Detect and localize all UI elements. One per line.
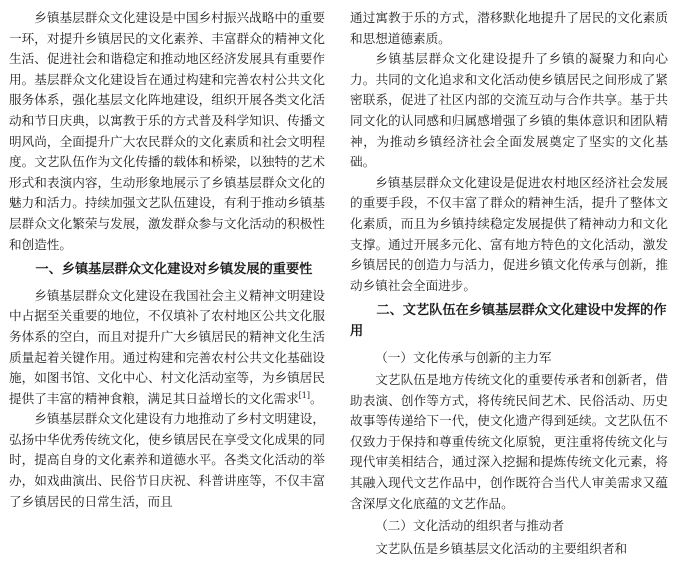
section-1-paragraph-3: 乡镇基层群众文化建设提升了乡镇的凝聚力和向心力。共同的文化追求和文化活动使乡镇居民之间形成了紧密联系，促进了社区内部的交流互动与合作共享。基于共同文化的认同感和归属感增强了乡镇的集体意识和团队精神，为推动乡镇经济社会全面发展奠定了坚实的文化基础。 [350,51,668,170]
right-column [350,8,668,559]
citation-1: [1] [298,390,310,400]
section-1-paragraph-1-end: 。 [310,390,323,406]
subsection-2-heading: （二）文化活动的组织者与推动者 [375,518,565,534]
section-2-heading: 二、文艺队伍在乡镇基层群众文化建设中发挥的作用 [350,303,667,339]
subsection-1-paragraph: 文艺队伍是地方传统文化的重要传承者和创新者，借助表演、创作等方式，将传统民间艺术、民俗活动、历史故事等传递给下一代，使文化遗产得到延续。文艺队伍不仅致力于保持和尊重传统文化原貌，更注重将传统文化与现代审美相结合，通过深入挖掘和提炼传统文化元素，将其融入现代文艺作品中，创作既符合当代人审美需求又蕴含深厚文化底蕴的文艺作品。 [350,372,668,511]
intro-paragraph: 乡镇基层群众文化建设是中国乡村振兴战略中的重要一环，对提升乡镇居民的文化素养、丰富群众的精神文化生活、促进社会和谐稳定和推动地区经济发展具有重要作用。基层群众文化建设旨在通过构建和完善农村公共文化服务体系，强化基层文化阵地建设，组织开展各类文化活动和节日庆典，以寓教于乐的方式普及科学知识、传播文明风尚，全面提升广大农民群众的文化素质和社会文明程度。文艺队伍作为文化传播的载体和桥梁，以独特的艺术形式和表演内容，生动形象地展示了乡镇基层群众文化的魅力和活力。持续加强文艺队伍建设，有利于推动乡镇基层群众文化繁荣与发展，激发群众参与文化活动的积极性和创造性。 [9,10,325,252]
section-1-heading: 一、乡镇基层群众文化建设对乡镇发展的重要性 [35,262,313,278]
continued-paragraph: 通过寓教于乐的方式，潜移默化地提升了居民的文化素质和思想道德素质。 [350,10,668,46]
subsection-1-heading: （一）文化传承与创新的主力军 [375,349,552,365]
subsection-2-paragraph: 文艺队伍是乡镇基层文化活动的主要组织者和 [375,540,628,556]
section-1-paragraph-4: 乡镇基层群众文化建设是促进农村地区经济社会发展的重要手段，不仅丰富了群众的精神生活，提升了整体文化素质，而且为乡镇持续稳定发展提供了精神动力和文化支撑。通过开展多元化、富有地方特色的文化活动，激发乡镇居民的创造力与活力，促进乡镇文化传承与创新，推动乡镇社会全面进步。 [350,174,668,293]
left-column [9,8,325,512]
section-1-paragraph-1-text: 乡镇基层群众文化建设在我国社会主义精神文明建设中占据至关重要的地位，不仅填补了农村地区公共文化服务体系的空白，而且对提升广大乡镇居民的精神文化生活质量起着关键作用。通过构建和完善农村公共文化基础设施，如图书馆、文化中心、村文化活动室等，为乡镇居民提供了丰富的精神食粮，满足其日益增长的文化需求 [9,287,325,406]
section-1-paragraph-1 [9,286,325,410]
section-1-paragraph-2: 乡镇基层群众文化建设有力地推动了乡村文明建设，弘扬中华优秀传统文化，使乡镇居民在享受文化成果的同时，提高自身的文化素养和道德水平。各类文化活动的举办，如戏曲演出、民俗节日庆祝、科普讲座等，不仅丰富了乡镇居民的日常生活，而且 [9,411,325,509]
